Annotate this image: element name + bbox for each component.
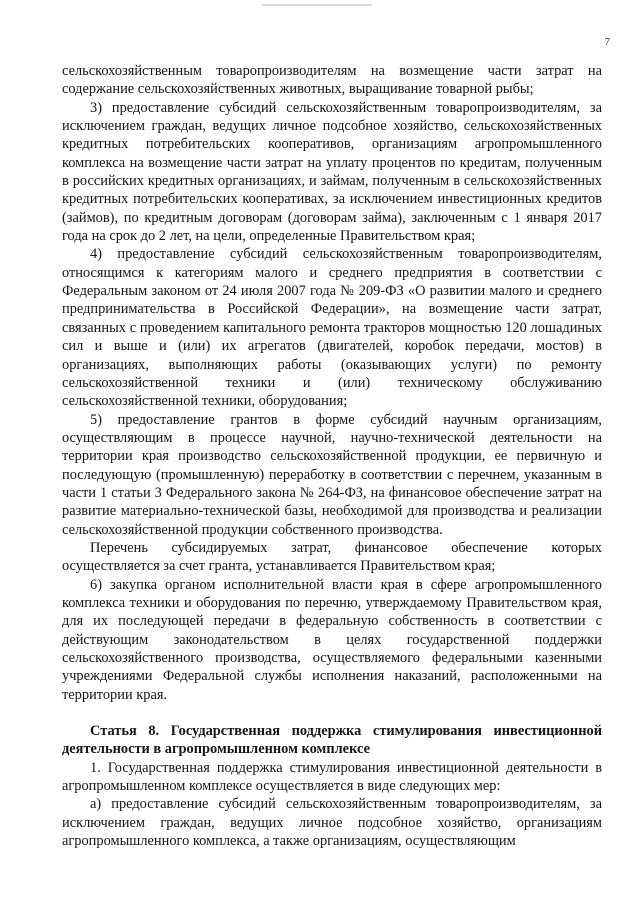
paragraph-item-5: 5) предоставление грантов в форме субсидий научным организациям, осуществляющим в процессе научной, научно-технической деятельности на территории края производство сельскохозяйственной продукции, ее первичную и последующую (промышленную) переработку в соответствии с перечнем, указанным в части 1 статьи 3 Федерального закона № 264-ФЗ, на финансовое обеспечение затрат на развитие материально-технической базы, необходимой для производства и реализации сельскохозяйственной продукции собственного производства. <box>62 411 602 538</box>
document-body <box>62 62 602 850</box>
paragraph-item-3: 3) предоставление субсидий сельскохозяйственным товаропроизводителям, за исключением граждан, ведущих личное подсобное хозяйство, сельскохозяйственных кредитных потребительских кооперативов, организациям агропромышленного комплекса на возмещение части затрат на уплату процентов по кредитам, полученным в российских кредитных организациях, и займам, полученным в сельскохозяйственных кредитных потребительских кооперативах, за исключением инвестиционных кредитов (займов), по кредитным договорам (договорам займа), заключенным с 1 января 2017 года на срок до 2 лет, на цели, определенные Правительством края; <box>62 99 602 245</box>
scan-artifact <box>262 4 372 6</box>
article-heading: Статья 8. Государственная поддержка стимулирования инвестиционной деятельности в агропромышленном комплексе <box>62 723 602 758</box>
article-paragraph-1: 1. Государственная поддержка стимулирования инвестиционной деятельности в агропромышленном комплексе осуществляется в виде следующих мер: <box>62 759 602 795</box>
page-number: 7 <box>604 36 610 48</box>
paragraph-item-4: 4) предоставление субсидий сельскохозяйственным товаропроизводителям, относящимся к категориям малого и среднего предприятия в соответствии с Федеральным законом от 24 июля 2007 года № 209-ФЗ «О развитии малого и среднего предпринимательства в Российской Федерации», на возмещение части затрат, связанных с проведением капитального ремонта тракторов мощностью 120 лошадиных сил и выше и (или) их агрегатов (двигателей, коробок передачи, мостов) в организациях, выполняющих работы (оказывающих услуги) по ремонту сельскохозяйственной техники и (или) техническому обслуживанию сельскохозяйственной техники, оборудования; <box>62 246 602 410</box>
article-paragraph-a: а) предоставление субсидий сельскохозяйственным товаропроизводителям, за исключением граждан, ведущих личное подсобное хозяйство, организациям агропромышленного комплекса, а также организациям, осуществляющим <box>62 796 602 850</box>
paragraph-grant-costs: Перечень субсидируемых затрат, финансовое обеспечение которых осуществляется за счет гранта, устанавливается Правительством края; <box>62 539 602 575</box>
paragraph-item-6: 6) закупка органом исполнительной власти края в сфере агропромышленного комплекса техники и оборудования по перечню, утверждаемому Правительством края, для их последующей передачи в федеральную собственность в соответствии с действующим законодательством в целях государственной поддержки сельскохозяйственного производства, осуществляемого федеральными казенными учреждениями Федеральной службы исполнения наказаний, расположенными на территории края. <box>62 576 602 703</box>
paragraph-continuation: сельскохозяйственным товаропроизводителям на возмещение части затрат на содержание сельскохозяйственных животных, выращивание товарной рыбы; <box>62 63 602 98</box>
